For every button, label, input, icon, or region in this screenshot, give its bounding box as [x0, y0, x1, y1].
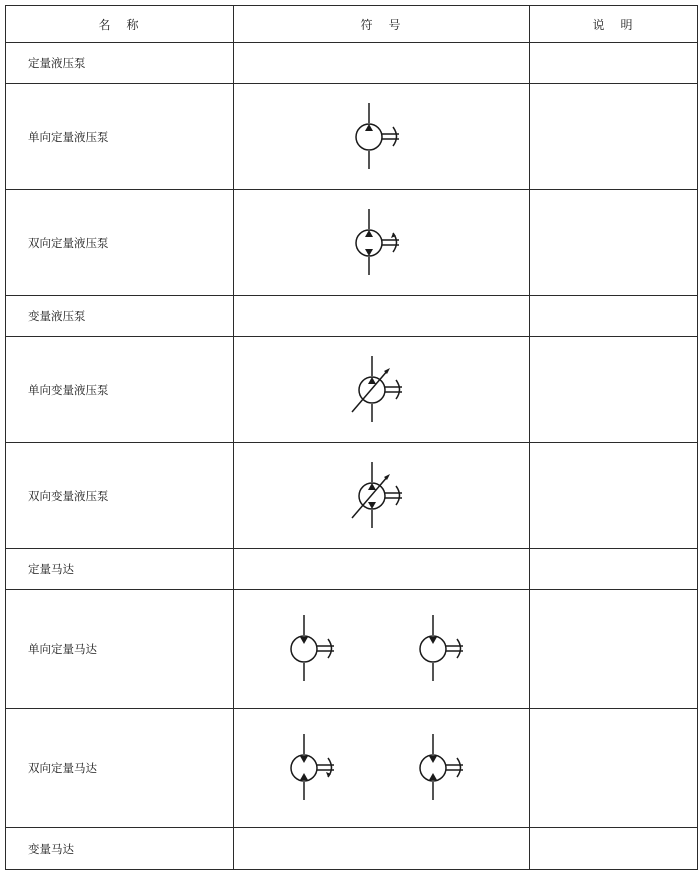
hydraulic-symbol-table	[5, 5, 698, 870]
row-note	[530, 709, 698, 828]
table-row	[6, 43, 698, 84]
row-name: 定量液压泵	[6, 43, 234, 84]
fixed-motor-bidirectional-icon	[282, 728, 352, 808]
variable-pump-unidirectional-icon	[342, 350, 422, 430]
fixed-pump-bidirectional-icon	[347, 203, 417, 283]
table-row	[6, 828, 698, 870]
table-row	[6, 549, 698, 590]
fixed-motor-unidirectional-icon	[282, 609, 352, 689]
row-note	[530, 84, 698, 190]
table-row	[6, 190, 698, 296]
row-name: 双向定量马达	[6, 709, 234, 828]
table-row	[6, 709, 698, 828]
row-note	[530, 337, 698, 443]
row-note	[530, 43, 698, 84]
table-row	[6, 443, 698, 549]
row-name: 变量马达	[6, 828, 234, 870]
row-symbol	[234, 443, 530, 549]
row-name: 变量液压泵	[6, 296, 234, 337]
row-name: 定量马达	[6, 549, 234, 590]
row-note	[530, 828, 698, 870]
row-name: 单向定量液压泵	[6, 84, 234, 190]
fixed-pump-unidirectional-icon	[347, 97, 417, 177]
header-symbol: 符 号	[234, 6, 530, 43]
row-symbol	[234, 296, 530, 337]
table-row	[6, 84, 698, 190]
fixed-motor-unidirectional-icon	[411, 609, 481, 689]
header-note: 说 明	[530, 6, 698, 43]
header-name: 名 称	[6, 6, 234, 43]
row-name: 单向定量马达	[6, 590, 234, 709]
row-symbol	[234, 84, 530, 190]
row-symbol	[234, 190, 530, 296]
variable-pump-bidirectional-icon	[342, 456, 422, 536]
row-symbol	[234, 43, 530, 84]
row-note	[530, 590, 698, 709]
row-note	[530, 549, 698, 590]
row-symbol	[234, 590, 530, 709]
row-note	[530, 190, 698, 296]
row-symbol	[234, 709, 530, 828]
fixed-motor-bidirectional-icon	[411, 728, 481, 808]
row-symbol	[234, 337, 530, 443]
table-row	[6, 296, 698, 337]
table-header-row	[6, 6, 698, 43]
row-name: 双向定量液压泵	[6, 190, 234, 296]
row-name: 双向变量液压泵	[6, 443, 234, 549]
row-name: 单向变量液压泵	[6, 337, 234, 443]
row-symbol	[234, 828, 530, 870]
row-note	[530, 443, 698, 549]
table-row	[6, 590, 698, 709]
row-symbol	[234, 549, 530, 590]
row-note	[530, 296, 698, 337]
table-row	[6, 337, 698, 443]
